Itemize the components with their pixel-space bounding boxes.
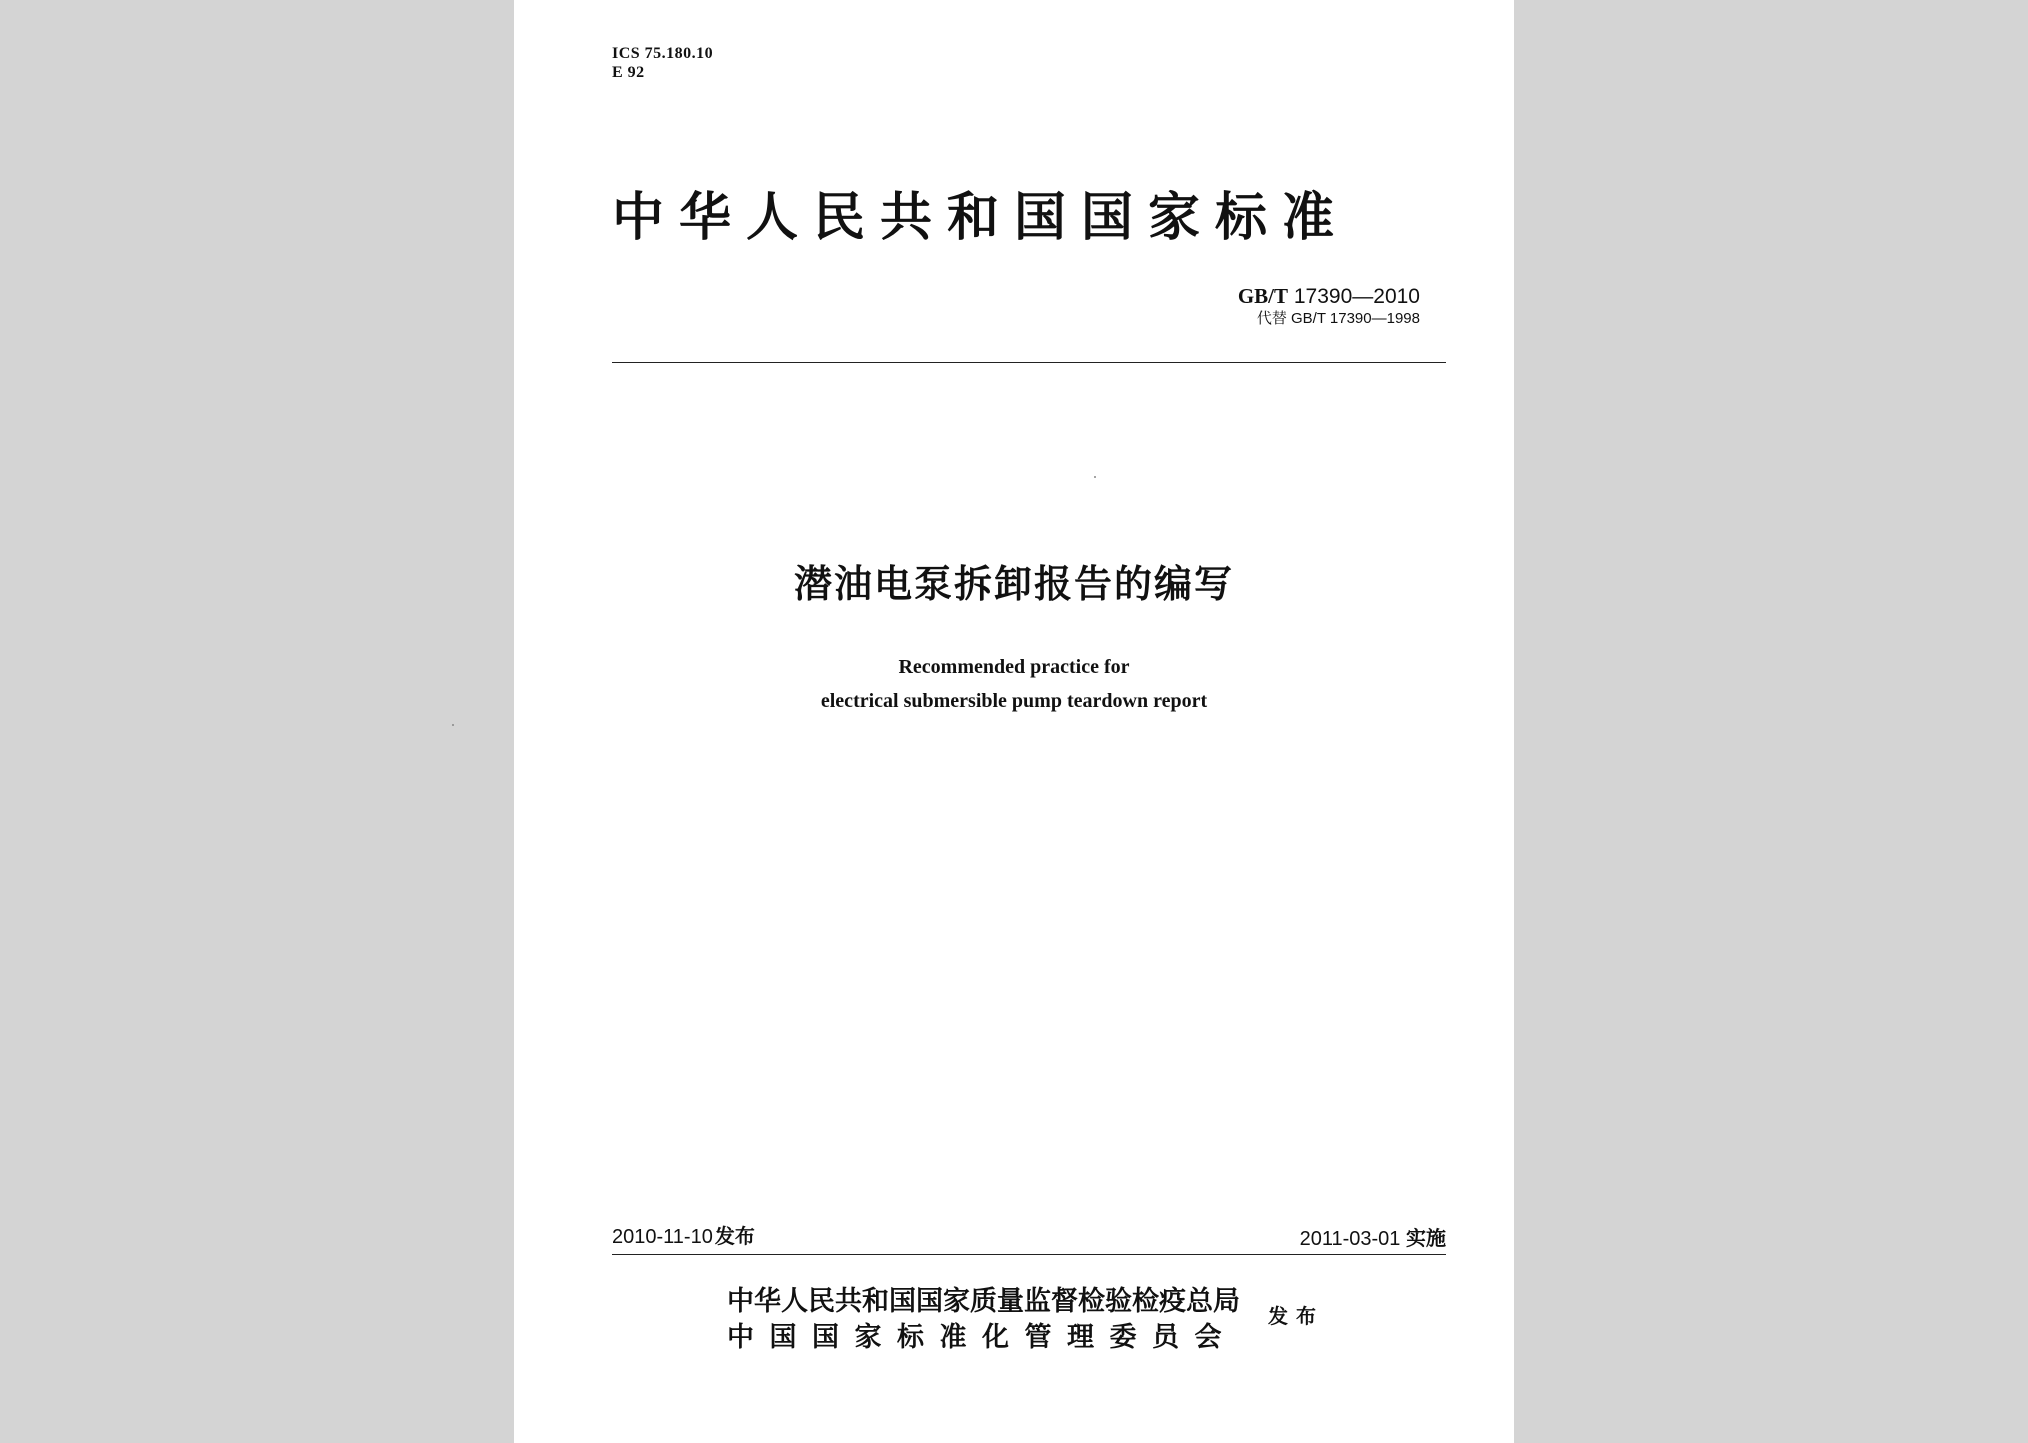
issuer-aqsiq: 中华人民共和国国家质量监督检验检疫总局 bbox=[727, 1286, 1240, 1317]
implementation-date-value: 2011-03-01 bbox=[1299, 1228, 1401, 1250]
scan-speck bbox=[1094, 476, 1096, 478]
ics-code: ICS 75.180.10 bbox=[612, 45, 714, 62]
issuer-sac: 中国国家标准化管理委员会 bbox=[727, 1322, 1237, 1353]
document-title-english bbox=[514, 650, 1514, 718]
issue-date bbox=[612, 1224, 755, 1249]
standard-code: 17390—2010 bbox=[1293, 285, 1420, 308]
document-title-chinese: 潜油电泵拆卸报告的编写 bbox=[793, 562, 1234, 606]
ics-code-block bbox=[612, 44, 713, 82]
bottom-divider bbox=[612, 1254, 1446, 1255]
english-title-line-1: Recommended practice for bbox=[898, 656, 1130, 678]
national-standard-title: 中华人民共和国国家标准 bbox=[612, 187, 1350, 248]
publish-label: 发布 bbox=[1268, 1304, 1324, 1328]
english-title-line-2: electrical submersible pump teardown report bbox=[820, 690, 1208, 712]
classification-code: E 92 bbox=[612, 64, 645, 81]
scan-speck bbox=[452, 724, 454, 726]
document-page bbox=[514, 0, 1514, 1443]
issuing-authorities bbox=[727, 1284, 1240, 1356]
top-divider bbox=[612, 362, 1446, 363]
standard-prefix: GB/T bbox=[1237, 284, 1289, 308]
implementation-date bbox=[1300, 1226, 1446, 1251]
implementation-date-label: 实施 bbox=[1406, 1226, 1446, 1250]
issue-date-value: 2010-11-10 bbox=[612, 1226, 713, 1248]
replaces-standard: 代替 GB/T 17390—1998 bbox=[1256, 310, 1420, 327]
standard-number bbox=[1238, 284, 1420, 309]
issue-date-label: 发布 bbox=[714, 1224, 755, 1248]
